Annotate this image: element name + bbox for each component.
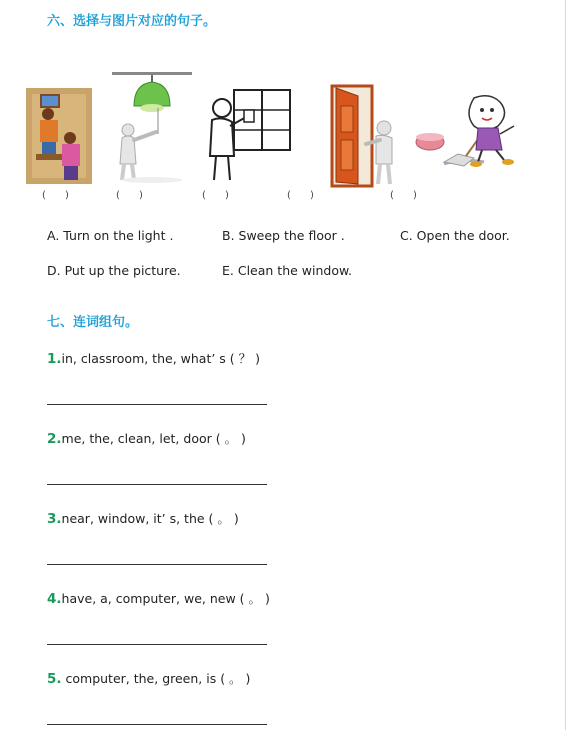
answer-blank-3[interactable]: ( ) [202,190,229,201]
answer-blank-4[interactable]: ( ) [287,190,314,201]
answer-blank-5[interactable]: ( ) [390,190,417,201]
option-d: D. Put up the picture. [47,263,181,278]
question-number: 4. [47,591,62,607]
turn-on-light-illustration [112,72,192,184]
option-b: B. Sweep the floor . [222,228,345,243]
answer-blank-1[interactable]: ( ) [42,190,69,201]
section6-title: 六、选择与图片对应的句子。 [47,14,217,29]
sweep-floor-illustration [414,92,524,172]
question-number: 2. [47,431,62,447]
answer-blank-2[interactable]: ( ) [116,190,143,201]
page-edge [565,0,566,730]
option-c: C. Open the door. [400,228,510,243]
question-number: 5. [47,671,62,687]
question-number: 3. [47,511,62,527]
section7-title: 七、连词组句。 [47,315,139,330]
clean-window-illustration [204,86,294,184]
answer-line-3[interactable] [47,564,267,565]
question-3 [47,509,239,527]
question-4 [47,589,270,607]
put-up-picture-illustration [26,88,92,184]
question-text: near, window, it’ s, the ( 。 ) [61,511,239,526]
question-2 [47,429,246,447]
answer-line-1[interactable] [47,404,267,405]
option-a: A. Turn on the light . [47,228,174,243]
open-door-illustration [330,84,402,188]
question-text: computer, the, green, is ( 。 ) [61,671,251,686]
option-e: E. Clean the window. [222,263,353,278]
question-5 [47,669,250,687]
question-1 [47,349,260,367]
answer-line-4[interactable] [47,644,267,645]
question-text: have, a, computer, we, new ( 。 ) [61,591,270,606]
question-number: 1. [47,351,62,367]
answer-line-5[interactable] [47,724,267,725]
answer-line-2[interactable] [47,484,267,485]
question-text: in, classroom, the, what’ s ( ？ ) [61,351,260,366]
question-text: me, the, clean, let, door ( 。 ) [61,431,246,446]
